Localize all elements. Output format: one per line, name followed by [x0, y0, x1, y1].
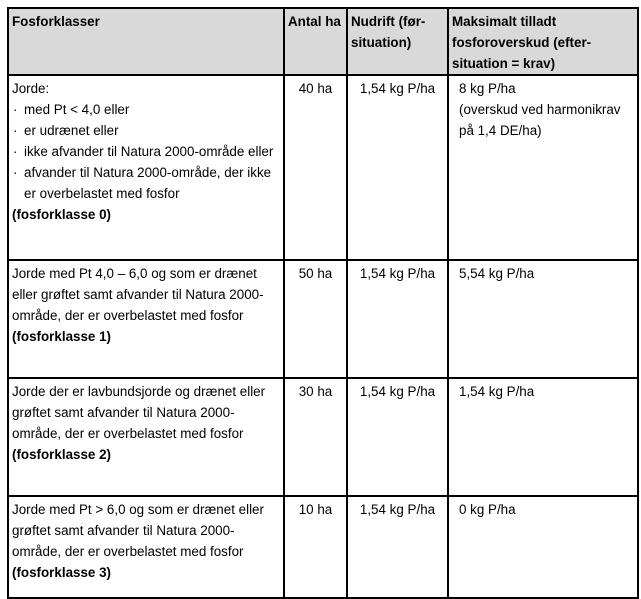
description-text: Jorde der er lavbundsjorde og drænet eller grøftet samt afvander til Natura 2000-område, der er overbelastet med fosfor	[12, 384, 266, 441]
table-row	[8, 496, 638, 598]
row-description	[8, 260, 284, 378]
antal-ha-cell: 50 ha	[284, 260, 347, 378]
description-text: Jorde med Pt 4,0 – 6,0 og som er drænet eller grøftet samt afvander til Natura 2000-område, der er overbelastet med fosfor	[12, 266, 264, 323]
header-antal-ha: Antal ha	[284, 8, 347, 75]
max-cell: 1,54 kg P/ha	[448, 378, 638, 496]
header-maksimalt: Maksimalt tilladt fosforoverskud (efter-situation = krav)	[448, 8, 638, 75]
class-label: (fosforklasse 3)	[12, 565, 111, 580]
bullet-list	[12, 99, 280, 204]
antal-ha-cell: 30 ha	[284, 378, 347, 496]
class-label: (fosforklasse 2)	[12, 447, 111, 462]
row-description	[8, 75, 284, 260]
nudrift-cell: 1,54 kg P/ha	[347, 260, 448, 378]
nudrift-cell: 1,54 kg P/ha	[347, 75, 448, 260]
header-row	[8, 8, 638, 75]
max-note: (overskud ved harmonikrav på 1,4 DE/ha)	[459, 102, 621, 138]
nudrift-cell: 1,54 kg P/ha	[347, 496, 448, 598]
nudrift-cell: 1,54 kg P/ha	[347, 378, 448, 496]
fosforklasser-table	[7, 7, 639, 599]
header-fosforklasser: Fosforklasser	[8, 8, 284, 75]
table-row	[8, 378, 638, 496]
list-item: · ikke afvander til Natura 2000-område eller	[12, 141, 280, 162]
antal-ha-cell: 10 ha	[284, 496, 347, 598]
list-item: · afvander til Natura 2000-område, der ikke er overbelastet med fosfor	[12, 162, 280, 204]
list-item: · med Pt < 4,0 eller	[12, 99, 280, 120]
class-label: (fosforklasse 0)	[12, 207, 111, 222]
table-row	[8, 260, 638, 378]
row-description	[8, 496, 284, 598]
table-row	[8, 75, 638, 260]
max-cell: 0 kg P/ha	[448, 496, 638, 598]
max-value: 8 kg P/ha	[459, 81, 516, 96]
intro-text: Jorde:	[12, 81, 50, 96]
description-text: Jorde med Pt > 6,0 og som er drænet eller grøftet samt afvander til Natura 2000-område, der er overbelastet med fosfor	[12, 502, 264, 559]
class-label: (fosforklasse 1)	[12, 329, 111, 344]
max-cell	[448, 75, 638, 260]
antal-ha-cell: 40 ha	[284, 75, 347, 260]
row-description	[8, 378, 284, 496]
header-nudrift: Nudrift (før-situation)	[347, 8, 448, 75]
list-item: · er udrænet eller	[12, 120, 280, 141]
max-cell: 5,54 kg P/ha	[448, 260, 638, 378]
